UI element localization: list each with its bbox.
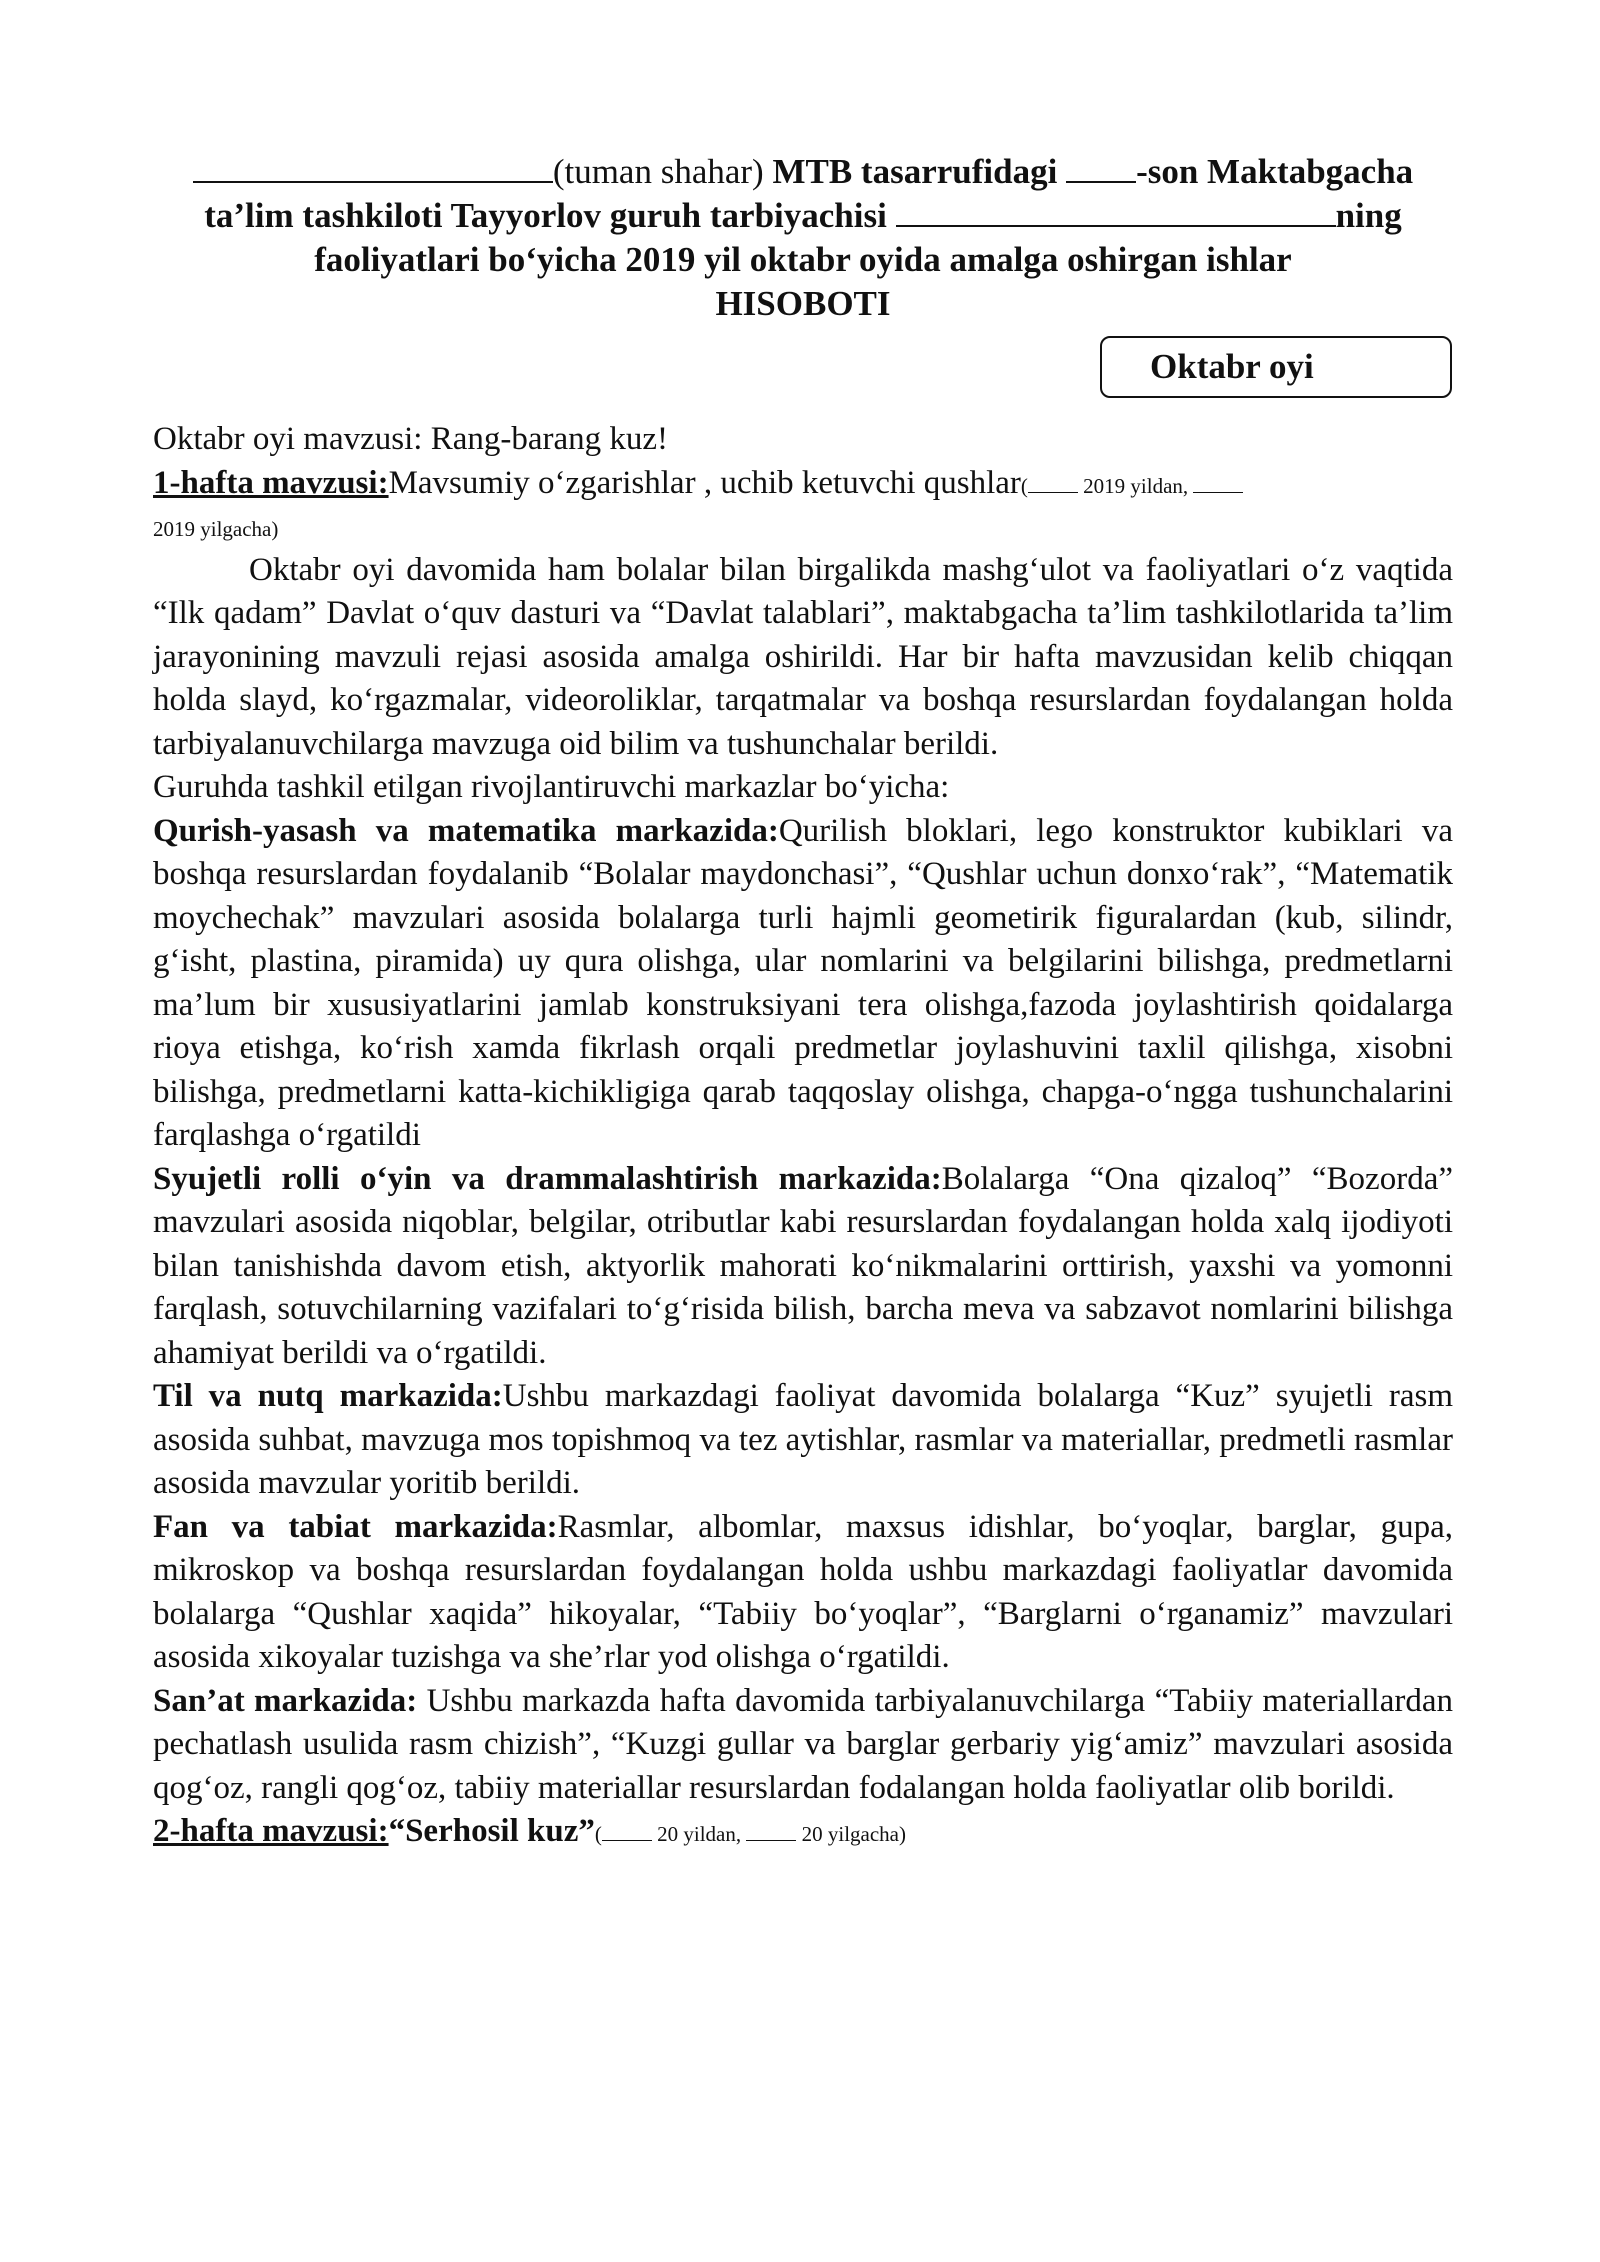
center-title: Fan va tabiat markazida:	[153, 1508, 558, 1545]
center-text: Ushbu markazdagi faoliyat davomida bolalarga “Kuz” syujetli rasm asosida suhbat, mavzuga mos topishmoq va tez aytishlar, rasmlar va materiallar, predmetli rasmlar asosida mavzular yoritib berildi.	[153, 1378, 1453, 1501]
week2-date-blank-2	[746, 1826, 796, 1841]
center-title: Syujetli rolli o‘yin va drammalashtirish markazida:	[153, 1160, 942, 1197]
header-teacher-text: ta’lim tashkiloti Tayyorlov guruh tarbiyachisi	[204, 196, 887, 235]
week2-date-to: 20 yilgacha)	[796, 1822, 906, 1846]
month-box: Oktabr oyi	[1100, 336, 1452, 398]
week1-label: 1-hafta mavzusi:	[153, 464, 389, 501]
center-paragraph-language	[153, 1375, 1453, 1506]
school-number-blank	[1066, 151, 1136, 183]
week1-date-from: 2019 yildan,	[1077, 473, 1194, 498]
week2-date-from: 20 yildan,	[651, 1822, 747, 1846]
report-body	[153, 418, 1453, 1854]
center-paragraph-art	[153, 1680, 1453, 1811]
center-title: Qurish-yasash va matematika markazida:	[153, 812, 779, 849]
district-label: (tuman shahar)	[552, 152, 764, 191]
header-kindergarten-text: -son Maktabgacha	[1136, 152, 1414, 191]
week1-date-open: (	[1020, 473, 1028, 498]
center-paragraph-roleplay	[153, 1158, 1453, 1376]
center-text: Rasmlar, albomlar, maxsus idishlar, bo‘yoqlar, barglar, gupa, mikroskop va boshqa resurslardan foydalangan holda ushbu markazdagi faoliyatlar davomida bolalarga “Qushlar xaqida” hikoyalar, “Tabiiy bo‘yoqlar”, “Barglarni o‘rganamiz” mavzulari asosida xikoyalar tuzishga va she’rlar yod olishga o‘rgatildi.	[153, 1508, 1453, 1675]
header-line-3: faoliyatlari bo‘yicha 2019 yil oktabr oyida amalga oshirgan ishlar	[314, 240, 1292, 279]
center-text: Qurilish bloklari, lego konstruktor kubiklari va boshqa resurslardan foydalanib “Bolalar maydonchasi”, “Qushlar uchun donxo‘rak”, “Matematik moychechak” mavzulari asosida bolalarga turli hajmli geometirik figuralardan (kub, silindr, g‘isht, plastina, piramida) uy qura olishga, ular nomlarini va belgilarini bilishga, predmetlarni ma’lum bir xususiyatlarini jamlab konstruksiyani tera olishga,fazoda joylashtirish qoidalarga rioya etishga, ko‘rish xamda fikrlash orqali predmetlar joylashuvini taxlil qilishga, xisobni bilishga, predmetlarni katta-kichikligiga qarab taqqoslay olishga, chapga-o‘ngga tushunchalarini farqlashga o‘rgatildi	[153, 812, 1453, 1153]
report-title: HISOBOTI	[715, 284, 891, 323]
center-text: Ushbu markazda hafta davomida tarbiyalanuvchilarga “Tabiiy materiallardan pechatlash usulida rasm chizish”, “Kuzgi gullar va barglar gerbariy yig‘amiz” mavzulari asosida qog‘oz, rangli qog‘oz, tabiiy materiallar resurslardan fodalangan holda faoliyatlar olib borildi.	[153, 1682, 1453, 1806]
week1-date-to: 2019 yilgacha)	[153, 517, 279, 541]
week1-theme: Mavsumiy o‘zgarishlar , uchib ketuvchi qushlar	[388, 464, 1021, 501]
centers-intro: Guruhda tashkil etilgan rivojlantiruvchi markazlar bo‘yicha:	[153, 769, 950, 805]
header-ning-text: ning	[1335, 196, 1402, 235]
report-header	[153, 150, 1453, 326]
week2-date-open: (	[594, 1822, 602, 1846]
district-blank	[193, 151, 553, 183]
month-theme: Oktabr oyi mavzusi: Rang-barang kuz!	[153, 421, 669, 457]
center-paragraph-construction	[153, 810, 1453, 1158]
document-page	[153, 150, 1453, 1854]
header-line-1	[153, 150, 1453, 194]
week1-date-blank-2	[1193, 478, 1243, 493]
week1-date-blank-1	[1028, 478, 1078, 493]
center-text: Bolalarga “Ona qizaloq” “Bozorda” mavzulari asosida niqoblar, belgilar, otributlar kabi resurslardan foydalangan holda xalq ijodiyoti bilan tanishishda davom etish, aktyorlik mahorati ko‘nikmalarini orttirish, yaxshi va yomonni farqlash, sotuvchilarning vazifalari to‘g‘risida bilish, barcha meva va sabzavot nomlarini bilishga ahamiyat berildi va o‘rgatildi.	[153, 1160, 1453, 1371]
center-title: San’at markazida:	[153, 1682, 418, 1719]
header-line-2	[153, 194, 1453, 238]
teacher-name-blank	[896, 195, 1336, 227]
week2-theme: “Serhosil kuz”	[388, 1813, 595, 1849]
week2-line	[153, 1810, 1453, 1854]
header-mtb-text: MTB tasarrufidagi	[772, 152, 1058, 191]
center-title: Til va nutq markazida:	[153, 1378, 503, 1414]
week2-date-blank-1	[602, 1826, 652, 1841]
center-paragraph-science	[153, 1506, 1453, 1680]
week2-label: 2-hafta mavzusi:	[153, 1813, 389, 1849]
intro-paragraph: Oktabr oyi davomida ham bolalar bilan birgalikda mashg‘ulot va faoliyatlari o‘z vaqtida “Ilk qadam” Davlat o‘quv dasturi va “Davlat talablari”, maktabgacha ta’lim tashkilotlarida ta’lim jarayonining mavzuli rejasi asosida amalga oshirildi. Har bir hafta mavzusidan kelib chiqqan holda slayd, ko‘rgazmalar, videoroliklar, tarqatmalar va boshqa resurslardan foydalangan holda tarbiyalanuvchilarga mavzuga oid bilim va tushunchalar berildi.	[153, 551, 1453, 762]
week1-line	[153, 462, 1453, 549]
